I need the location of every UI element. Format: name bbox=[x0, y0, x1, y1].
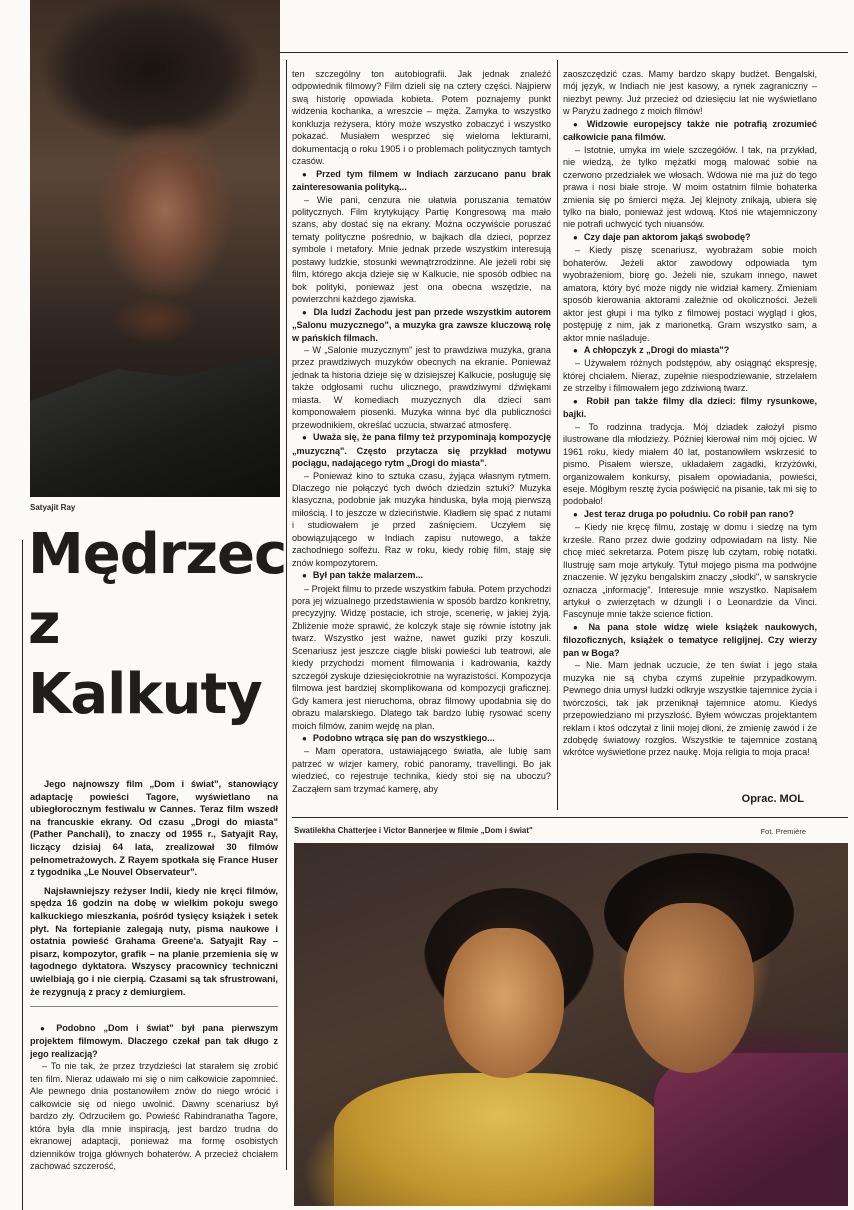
answer: – Używałem różnych podstępów, aby osiągnąć ekspresję, której chciałem. Nieraz, zupełnie niespodziewanie, strzelałem ze strzelby i filmowałem jego zdziwioną twarz. bbox=[563, 358, 817, 394]
answer: – Nie. Mam jednak uczucie, że ten świat i jego stała muzyka nie są chyba czymś zupełnie przypadkowym. Pewnego dnia umysł ludzki odkryje wszystkie tajemnice życia i twórczości, tak jak przeniknął tajemnice atomu. Kiedyś przepowiedziano mi przyszłość. Byłem wówczas projektantem reklam i ktoś odczytał z linii mojej dłoni, że zmienię zawód i że zdobędę światowy rozgłos. Wszystkie te tajemnice zostaną wkrótce wyświetlone przez naukę. Moja religia to moja praca! bbox=[563, 660, 817, 758]
still-face-woman bbox=[444, 928, 564, 1078]
top-rule bbox=[279, 52, 848, 53]
left-rule bbox=[22, 540, 23, 1210]
signoff: Oprac. MOL bbox=[741, 793, 804, 805]
still-top-rule bbox=[292, 817, 848, 818]
question: ● Widzowie europejscy także nie potrafią zrozumieć całkowicie pana filmów. bbox=[563, 118, 817, 144]
headline bbox=[28, 520, 287, 730]
question: ● Robił pan także filmy dla dzieci: filmy rysunkowe, bajki. bbox=[563, 395, 817, 421]
portrait-caption: Satyajit Ray bbox=[30, 503, 76, 512]
lead-paragraph: Jego najnowszy film „Dom i świat", stanowiący adaptację powieści Tagore, wyświetlano na ubiegłorocznym festiwalu w Cannes. Teraz film wszedł na francuskie ekrany. Od czasu „Drogi do miasta" (Pather Panchali), to znaczy od 1955 r., Satyajit Ray, liczący dzisiaj 64 lata, zrealizował 30 filmów pełnometrażowych. Z Rayem spotkała się France Huser z tygodnika „Le Nouvel Observateur". bbox=[30, 779, 278, 878]
column-3 bbox=[563, 68, 817, 759]
lead-divider bbox=[30, 1006, 278, 1007]
question: ● Na pana stole widzę wiele książek naukowych, filozoficznych, książek o tematyce religijnej. Czy wierzy pan w Boga? bbox=[563, 621, 817, 659]
question: ● Czy daje pan aktorom jakąś swobodę? bbox=[563, 231, 817, 244]
column-1 bbox=[30, 1022, 278, 1172]
question: ● Uważa się, że pana filmy też przypominają kompozycję „muzyczną". Często przytacza się przykład motywu pociągu, nadającego rytm „Drogi do miasta". bbox=[292, 431, 551, 469]
lead-text bbox=[30, 778, 278, 1004]
headline-line-3: Kalkuty bbox=[28, 662, 262, 727]
paragraph: zaoszczędzić czas. Mamy bardzo skąpy budżet. Bengalski, mój język, w Indiach nie jest kasowy, a rynek zagraniczny – niezbyt pewny. Już przecież od dziesięciu lat nie wyświetlano w Paryżu żadnego z moich filmów! bbox=[563, 69, 817, 117]
answer: – To rodzinna tradycja. Mój dziadek założył pismo ilustrowane dla młodzieży. Później kierował nim mój ojciec. W 1961 roku, kiedy miałem 40 lat, postanowiłem wskrzesić to pismo. Pisałem wiersze, układałem zagadki, krzyżówki, organizowałem konkursy, pisałem opowiadania, powieści, eseje. Mógłbym resztę życia poświęcić na pisanie, tak mi się to podobało! bbox=[563, 421, 817, 507]
question: ● Podobno „Dom i świat" był pana pierwszym projektem filmowym. Dlaczego czekał pan tak długo z jego realizacją? bbox=[30, 1022, 278, 1060]
lead-paragraph: Najsławniejszy reżyser Indii, kiedy nie kręci filmów, spędza 16 godzin na dobę w wielkim pokoju swego kalkuckiego mieszkania, pośród tysięcy książek i setek płyt. Na fortepianie zalegają nuty, pisma naukowe i ostatnia powieść Grahama Greene'a. Satyajit Ray – pisarz, kompozytor, grafik – na planie przemienia się w łagodnego dyktatora. Wszyscy pracownicy techniczni uwielbiają go i nie cierpią. Czasami są tak sfrustrowani, że rezygnują z pracy z demiurgiem. bbox=[30, 885, 278, 997]
headline-line-2: z bbox=[28, 592, 60, 657]
col-rule-1 bbox=[286, 60, 287, 1170]
still-caption: Swatilekha Chatterjee i Victor Bannerjee w filmie „Dom i świat" bbox=[294, 826, 533, 835]
answer: – Projekt filmu to przede wszystkim fabuła. Potem przychodzi pora jej wizualnego przedstawienia w sposób bardzo konkretny, precyzyjny. Widzę postacie, ich stroje, scenerię, w jakiej żyją. Zbliżenie może sprawić, że kolczyk staje się równie istotny jak twarz. Wszystko jest ważne, nawet guziki przy koszuli. Scenariusz jest jeszcze ciągle bliski powieści lub teatrowi, ale kiedy przychodzi moment filmowania i kadrowania, każdy szczegół zyskuje dziesięciokrotnie na wyrazistości. Kompozycja filmowa jest bardziej skomplikowana od kompozycji graficznej. Gdy kamera jest nieruchoma, obraz filmowy upodabnia się do obrazu malarskiego. Dlatego tak bardzo lubię rysować sceny moich filmów, zanim wejdę na plan. bbox=[292, 583, 551, 731]
paragraph: ten szczególny ton autobiografii. Jak jednak znaleźć odpowiednik filmowy? Film dzieli się na cztery części. Najpierw swą historię opowiada kobieta. Potem poznajemy punkt widzenia kochanka, a wreszcie – męża. Zamyka to wszystko konkluzja reżysera, który może wszystko zobaczyć i wszystko pokazać. Musiałem wesprzeć się wieloma lekturami, dokumentacją o roku 1905 i o problemach politycznych tamtych czasów. bbox=[292, 69, 551, 167]
answer: – Mam operatora, ustawiającego światła, ale lubię sam patrzeć w wizjer kamery, robić panoramy, travellingi. Bo jak wiedzieć, co rejestruje technika, kiedy stoi się na uboczu? Zacząłem sam trzymać kamerę, aby bbox=[292, 746, 551, 794]
answer: – Wie pani, cenzura nie ułatwia poruszania tematów politycznych. Film krytykujący Partię Kongresową ma mało szans, aby dostać się na ekrany. Można oczywiście poruszać tematy polityczne pośrednio, w bajkach dla dzieci, poprzez symbole i metafory. Mnie jednak przede wszystkim interesują postawy ludzkie, stosunki wewnątrzrodzinne. Ale jeżeli robi się film, którego akcja dzieje się w Kalkucie, nie sposób odbiec na bok polityki, ponieważ jest ona obecna wszędzie, na powierzchni każdego zjawiska. bbox=[292, 194, 551, 305]
still-coat bbox=[654, 1053, 848, 1206]
headline-line-1: Mędrzec bbox=[28, 522, 287, 587]
column-2 bbox=[292, 68, 551, 795]
col-rule-2 bbox=[557, 60, 558, 810]
still-face-man bbox=[624, 903, 754, 1073]
answer: – Kiedy nie kręcę filmu, zostaję w domu i siedzę na tym krześle. Rano przez dwie godziny odpowiadam na listy. Nie chcę mieć sekretarza. Potem piszę lub czytam, robię notatki. Ilustruję sam moje artykuły. Tytuł mojego pisma ma podwójne znaczenie. W języku bengalskim znaczy „słodki", w sanskrycie oznacza „informację". Interesuje mnie wszystko. Napisałem artykuł o zwierzętach w dżungli i o Leonardzie da Vinci. Fascynuje mnie także science fiction. bbox=[563, 522, 817, 620]
film-still-photo bbox=[294, 843, 848, 1206]
answer: – Ponieważ kino to sztuka czasu, żyjąca własnym rytmem. Dlaczego nie połączyć tych dwóch dziedzin sztuki? Muzyka klasyczna, podobnie jak muzyka hinduska, była moją pierwszą miłością. I to jeszcze w dzieciństwie. Kładłem się spać z nutami i studiowałem je przed zaśnięciem. Uczyłem się obowiązującego w Indiach zapisu nutowego, a także zachodniego solfeżu. Raz w roku, kiedy robię film, staję się znów kompozytorem. bbox=[292, 470, 551, 568]
portrait-shirt bbox=[30, 337, 280, 497]
question: ● Przed tym filmem w Indiach zarzucano panu brak zainteresowania polityką... bbox=[292, 168, 551, 194]
still-dress bbox=[334, 1073, 664, 1206]
question: ● Podobno wtrąca się pan do wszystkiego... bbox=[292, 732, 551, 745]
answer: – Istotnie, umyka im wiele szczegółów. I tak, na przykład, nie wiedzą, że tylko mężatki mogą malować sobie na czerwono przedziałek we włosach. Wdowa nie ma już do tego prawa i nosi białe stroje. W moim ostatnim filmie bohaterka zmienia się po śmierci męża. Jej klejnoty znikają, ubiera się tylko na biało, ponieważ jest wdową. Ktoś nie wtajemniczony nie potrafi uchwycić tych niuansów. bbox=[563, 144, 817, 230]
question: ● Jest teraz druga po południu. Co robił pan rano? bbox=[563, 508, 817, 521]
question: ● Dla ludzi Zachodu jest pan przede wszystkim autorem „Salonu muzycznego", a muzyka gra zawsze kluczową rolę w pańskich filmach. bbox=[292, 306, 551, 344]
photo-credit: Fot. Première bbox=[760, 827, 806, 836]
question: ● A chłopczyk z „Drogi do miasta"? bbox=[563, 344, 817, 357]
question: ● Był pan także malarzem... bbox=[292, 569, 551, 582]
answer: – Kiedy piszę scenariusz, wyobrażam sobie moich bohaterów. Jeżeli aktor zawodowy odpowiada tym wyobrażeniom, biorę go. Jeżeli nie, szukam innego, nawet amatora, który być może nigdy nie widział kamery. Zmieniam sposób kierowania aktorami zależnie od okoliczności. Jeżeli aktor jest głupi i ma tylko z filmowej postaci wygląd i głos, postępuję z nim, jak z marionetką. Gram wszystko sam, a aktor mnie naśladuje. bbox=[563, 245, 817, 343]
answer: – To nie tak, że przez trzydzieści lat starałem się zrobić ten film. Nieraz udawało mi się o nim całkowicie zapomnieć. Ale pewnego dnia postanowiłem znów do niego wrócić i całkowicie się od niego uwolnić. Dawny scenariusz był bardzo zły. Odrzuciłem go. Powieść Rabindranatha Tagore, która była dla mnie inspiracją, jest bardzo trudna do ekranowej adaptacji, ponieważ ma formę osobistych dzienników trojga głównych bohaterów. A przecież chciałem zachować szczerość, bbox=[30, 1061, 278, 1171]
answer: – W „Salonie muzycznym" jest to prawdziwa muzyka, grana przez prawdziwych muzyków obecnych na ekranie. Ponieważ jednak ta historia dzieje się w dzisiejszej Kalkucie, posługuję się także odgłosami ruchu ulicznego, prawdziwymi dźwiękami miasta. W komediach muzycznych dla dzieci sam komponowałem piosenki. Muzyka winna być dla publiczności przewodnikiem, określać uczucia, stwarzać atmosferę. bbox=[292, 344, 551, 430]
portrait-photo bbox=[30, 0, 280, 497]
